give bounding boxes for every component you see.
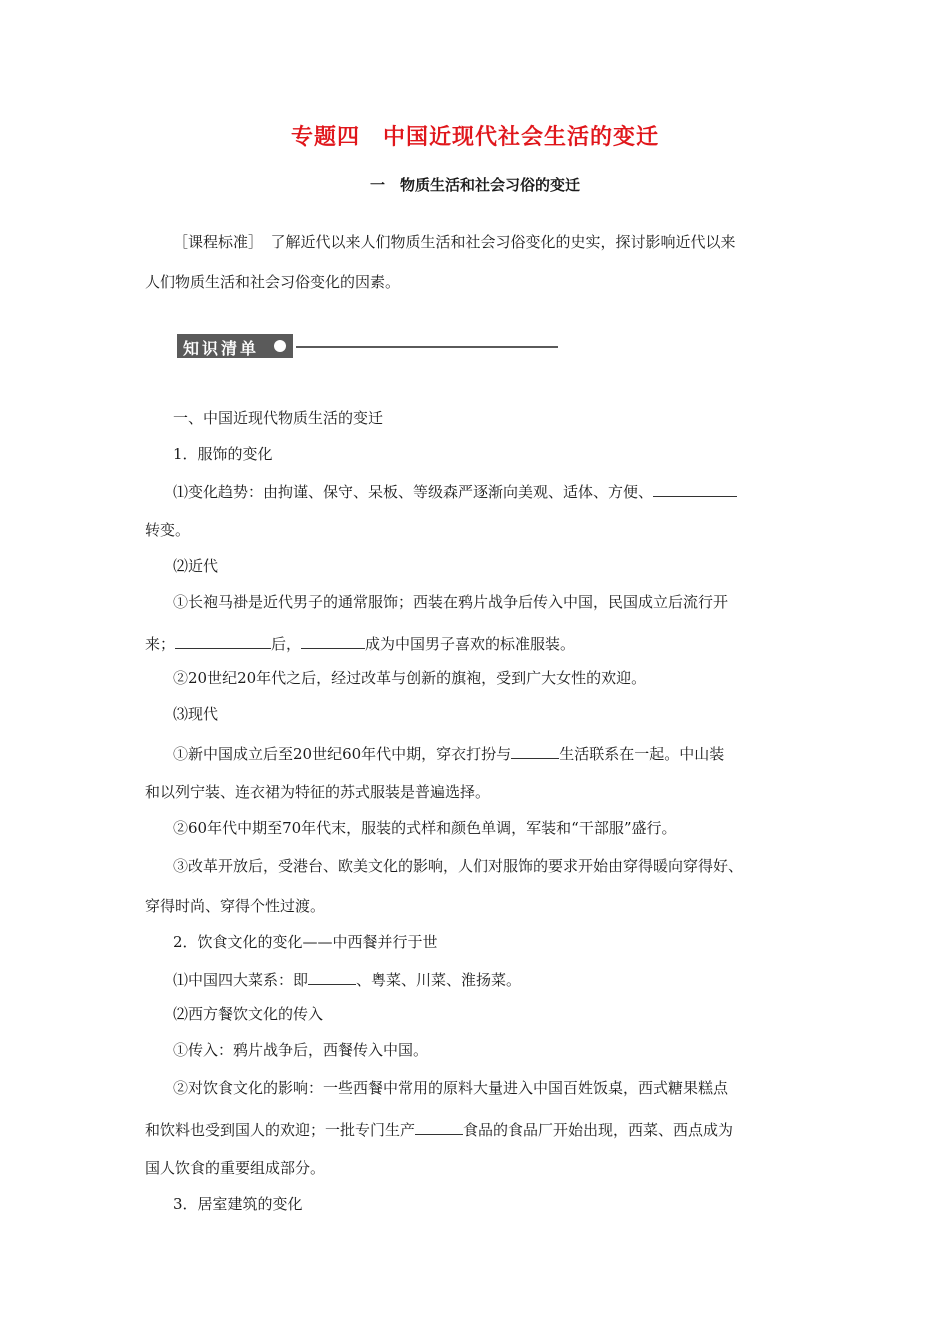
paragraph-line: 来； 后， 成为中国男子喜欢的标准服装。 — [145, 632, 825, 654]
paragraph-line: ⑴中国四大菜系：即 、粤菜、川菜、淮扬菜。 — [173, 968, 853, 990]
fill-blank[interactable] — [653, 480, 737, 497]
bullet-dot-icon — [274, 340, 286, 352]
fill-blank[interactable] — [308, 968, 356, 985]
knowledge-banner — [177, 334, 297, 358]
paragraph-line: ①长袍马褂是近代男子的通常服饰；西装在鸦片战争后传入中国，民国成立后流行开 — [173, 593, 729, 611]
paragraph-line: ③改革开放后，受港台、欧美文化的影响，人们对服饰的要求开始由穿得暖向穿得好、 — [173, 857, 744, 875]
heading-material-life: 一、中国近现代物质生活的变迁 — [173, 409, 384, 427]
fill-blank[interactable] — [175, 632, 271, 649]
paragraph-line: 国人饮食的重要组成部分。 — [145, 1159, 326, 1177]
heading-food-culture: 2．饮食文化的变化——中西餐并行于世 — [173, 933, 438, 951]
paragraph-line: ⑴变化趋势：由拘谨、保守、呆板、等级森严逐渐向美观、适体、方便、 — [173, 480, 853, 502]
paragraph-line: ②60年代中期至70年代末，服装的式样和颜色单调，军装和“干部服”盛行。 — [173, 819, 677, 837]
banner-divider — [296, 346, 558, 348]
paragraph-line: 穿得时尚、穿得个性过渡。 — [145, 897, 326, 915]
paragraph-line: ②对饮食文化的影响：一些西餐中常用的原料大量进入中国百姓饭桌，西式糖果糕点 — [173, 1079, 729, 1097]
paragraph-line: ①传入：鸦片战争后，西餐传入中国。 — [173, 1041, 429, 1059]
paragraph-line: 和以列宁装、连衣裙为特征的苏式服装是普遍选择。 — [145, 783, 491, 801]
fill-blank[interactable] — [415, 1118, 463, 1135]
page-title: 专题四 中国近现代社会生活的变迁 — [290, 125, 659, 150]
paragraph-line: 和饮料也受到国人的欢迎；一批专门生产 食品的食品厂开始出现，西菜、西点成为 — [145, 1118, 825, 1140]
heading-contemporary: ⑶现代 — [173, 705, 219, 723]
standard-line-1: ［课程标准］ 了解近代以来人们物质生活和社会习俗变化的史实，探讨影响近代以来 — [173, 233, 736, 251]
fill-blank[interactable] — [511, 742, 559, 759]
heading-housing: 3．居室建筑的变化 — [173, 1195, 303, 1213]
standard-line-2: 人们物质生活和社会习俗变化的因素。 — [145, 273, 401, 291]
heading-modern-era: ⑵近代 — [173, 557, 219, 575]
heading-western-food: ⑵西方餐饮文化的传入 — [173, 1005, 324, 1023]
paragraph-line: ②20世纪20年代之后，经过改革与创新的旗袍，受到广大女性的欢迎。 — [173, 669, 647, 687]
paragraph-line: ①新中国成立后至20世纪60年代中期，穿衣打扮与 生活联系在一起。中山装 — [173, 742, 853, 764]
fill-blank[interactable] — [301, 632, 365, 649]
section-subtitle: 一 物质生活和社会习俗的变迁 — [369, 176, 580, 194]
paragraph-line: 转变。 — [145, 521, 191, 539]
heading-clothing: 1．服饰的变化 — [173, 445, 273, 463]
banner-label: 知识清单 — [183, 339, 260, 358]
